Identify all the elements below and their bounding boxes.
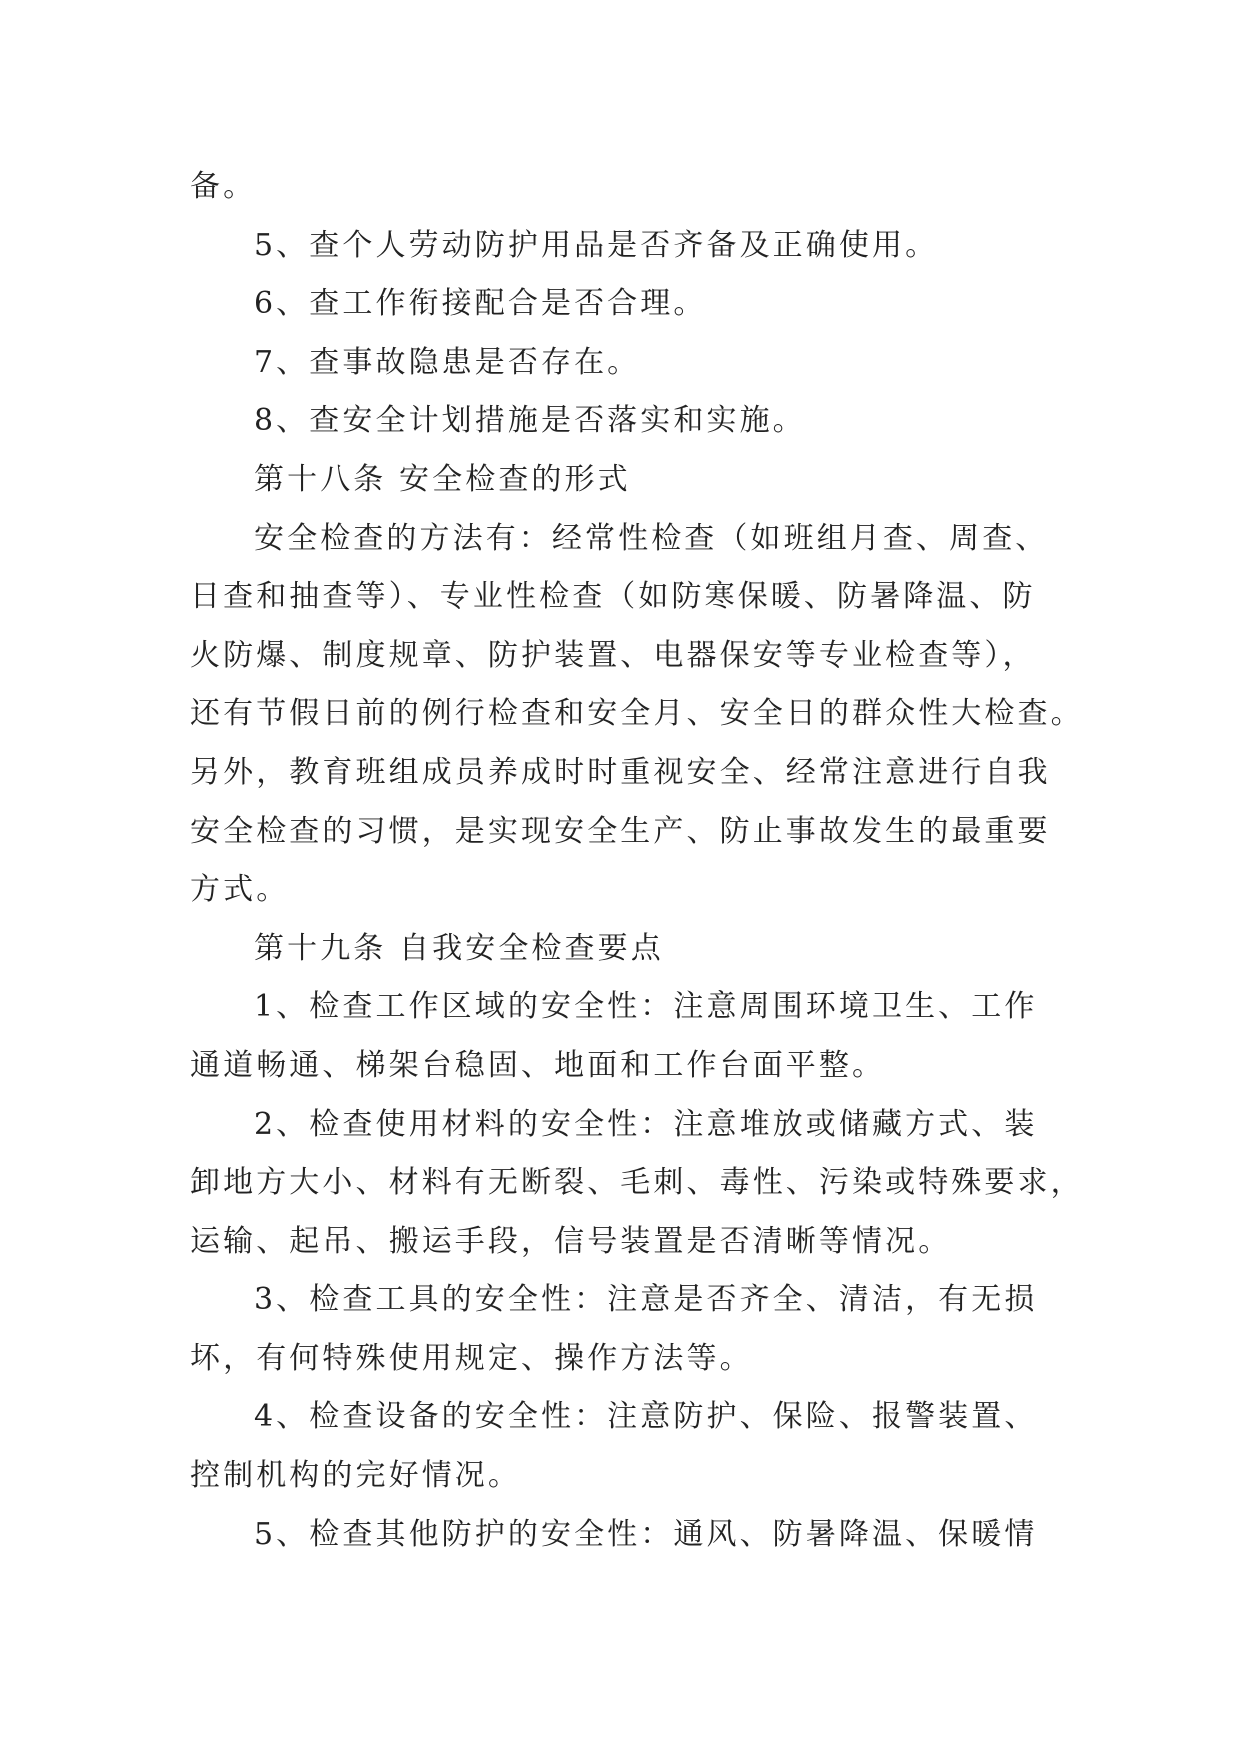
text-line: 5、查个人劳动防护用品是否齐备及正确使用。 (254, 227, 939, 263)
text-line: 方式。 (190, 872, 290, 908)
text-line: 2、检查使用材料的安全性：注意堆放或储藏方式、装 (254, 1106, 1038, 1142)
text-line: 3、检查工具的安全性：注意是否齐全、清洁，有无损 (254, 1282, 1038, 1318)
text-line: 7、查事故隐患是否存在。 (254, 344, 641, 380)
text-line: 5、检查其他防护的安全性：通风、防暑降温、保暖情 (254, 1516, 1038, 1552)
text-line: 安全检查的方法有：经常性检查（如班组月查、周查、 (254, 520, 1049, 556)
section-heading: 第十九条 自我安全检查要点 (254, 930, 664, 966)
text-line: 日查和抽查等）、专业性检查（如防寒保暖、防暑降温、防 (190, 579, 1036, 615)
text-line: 1、检查工作区域的安全性：注意周围环境卫生、工作 (254, 989, 1038, 1025)
text-line: 运输、起吊、搬运手段，信号装置是否清晰等情况。 (190, 1223, 952, 1259)
text-line: 卸地方大小、材料有无断裂、毛刺、毒性、污染或特殊要求， (190, 1165, 1084, 1201)
text-line: 另外，教育班组成员养成时时重视安全、经常注意进行自我 (190, 754, 1051, 790)
text-line: 备。 (190, 169, 257, 204)
text-line: 还有节假日前的例行检查和安全月、安全日的群众性大检查。 (190, 696, 1084, 732)
text-line: 坏，有何特殊使用规定、操作方法等。 (190, 1340, 753, 1376)
section-heading: 第十八条 安全检查的形式 (254, 461, 631, 497)
text-line: 4、检查设备的安全性：注意防护、保险、报警装置、 (254, 1399, 1038, 1435)
text-line: 火防爆、制度规章、防护装置、电器保安等专业检查等）， (190, 637, 1036, 673)
document-body (190, 158, 1084, 1564)
text-line: 8、查安全计划措施是否落实和实施。 (254, 403, 806, 439)
text-line: 通道畅通、梯架台稳固、地面和工作台面平整。 (190, 1047, 886, 1083)
text-line: 控制机构的完好情况。 (190, 1458, 521, 1494)
text-line: 6、查工作衔接配合是否合理。 (254, 286, 707, 322)
text-line: 安全检查的习惯，是实现安全生产、防止事故发生的最重要 (190, 813, 1051, 849)
